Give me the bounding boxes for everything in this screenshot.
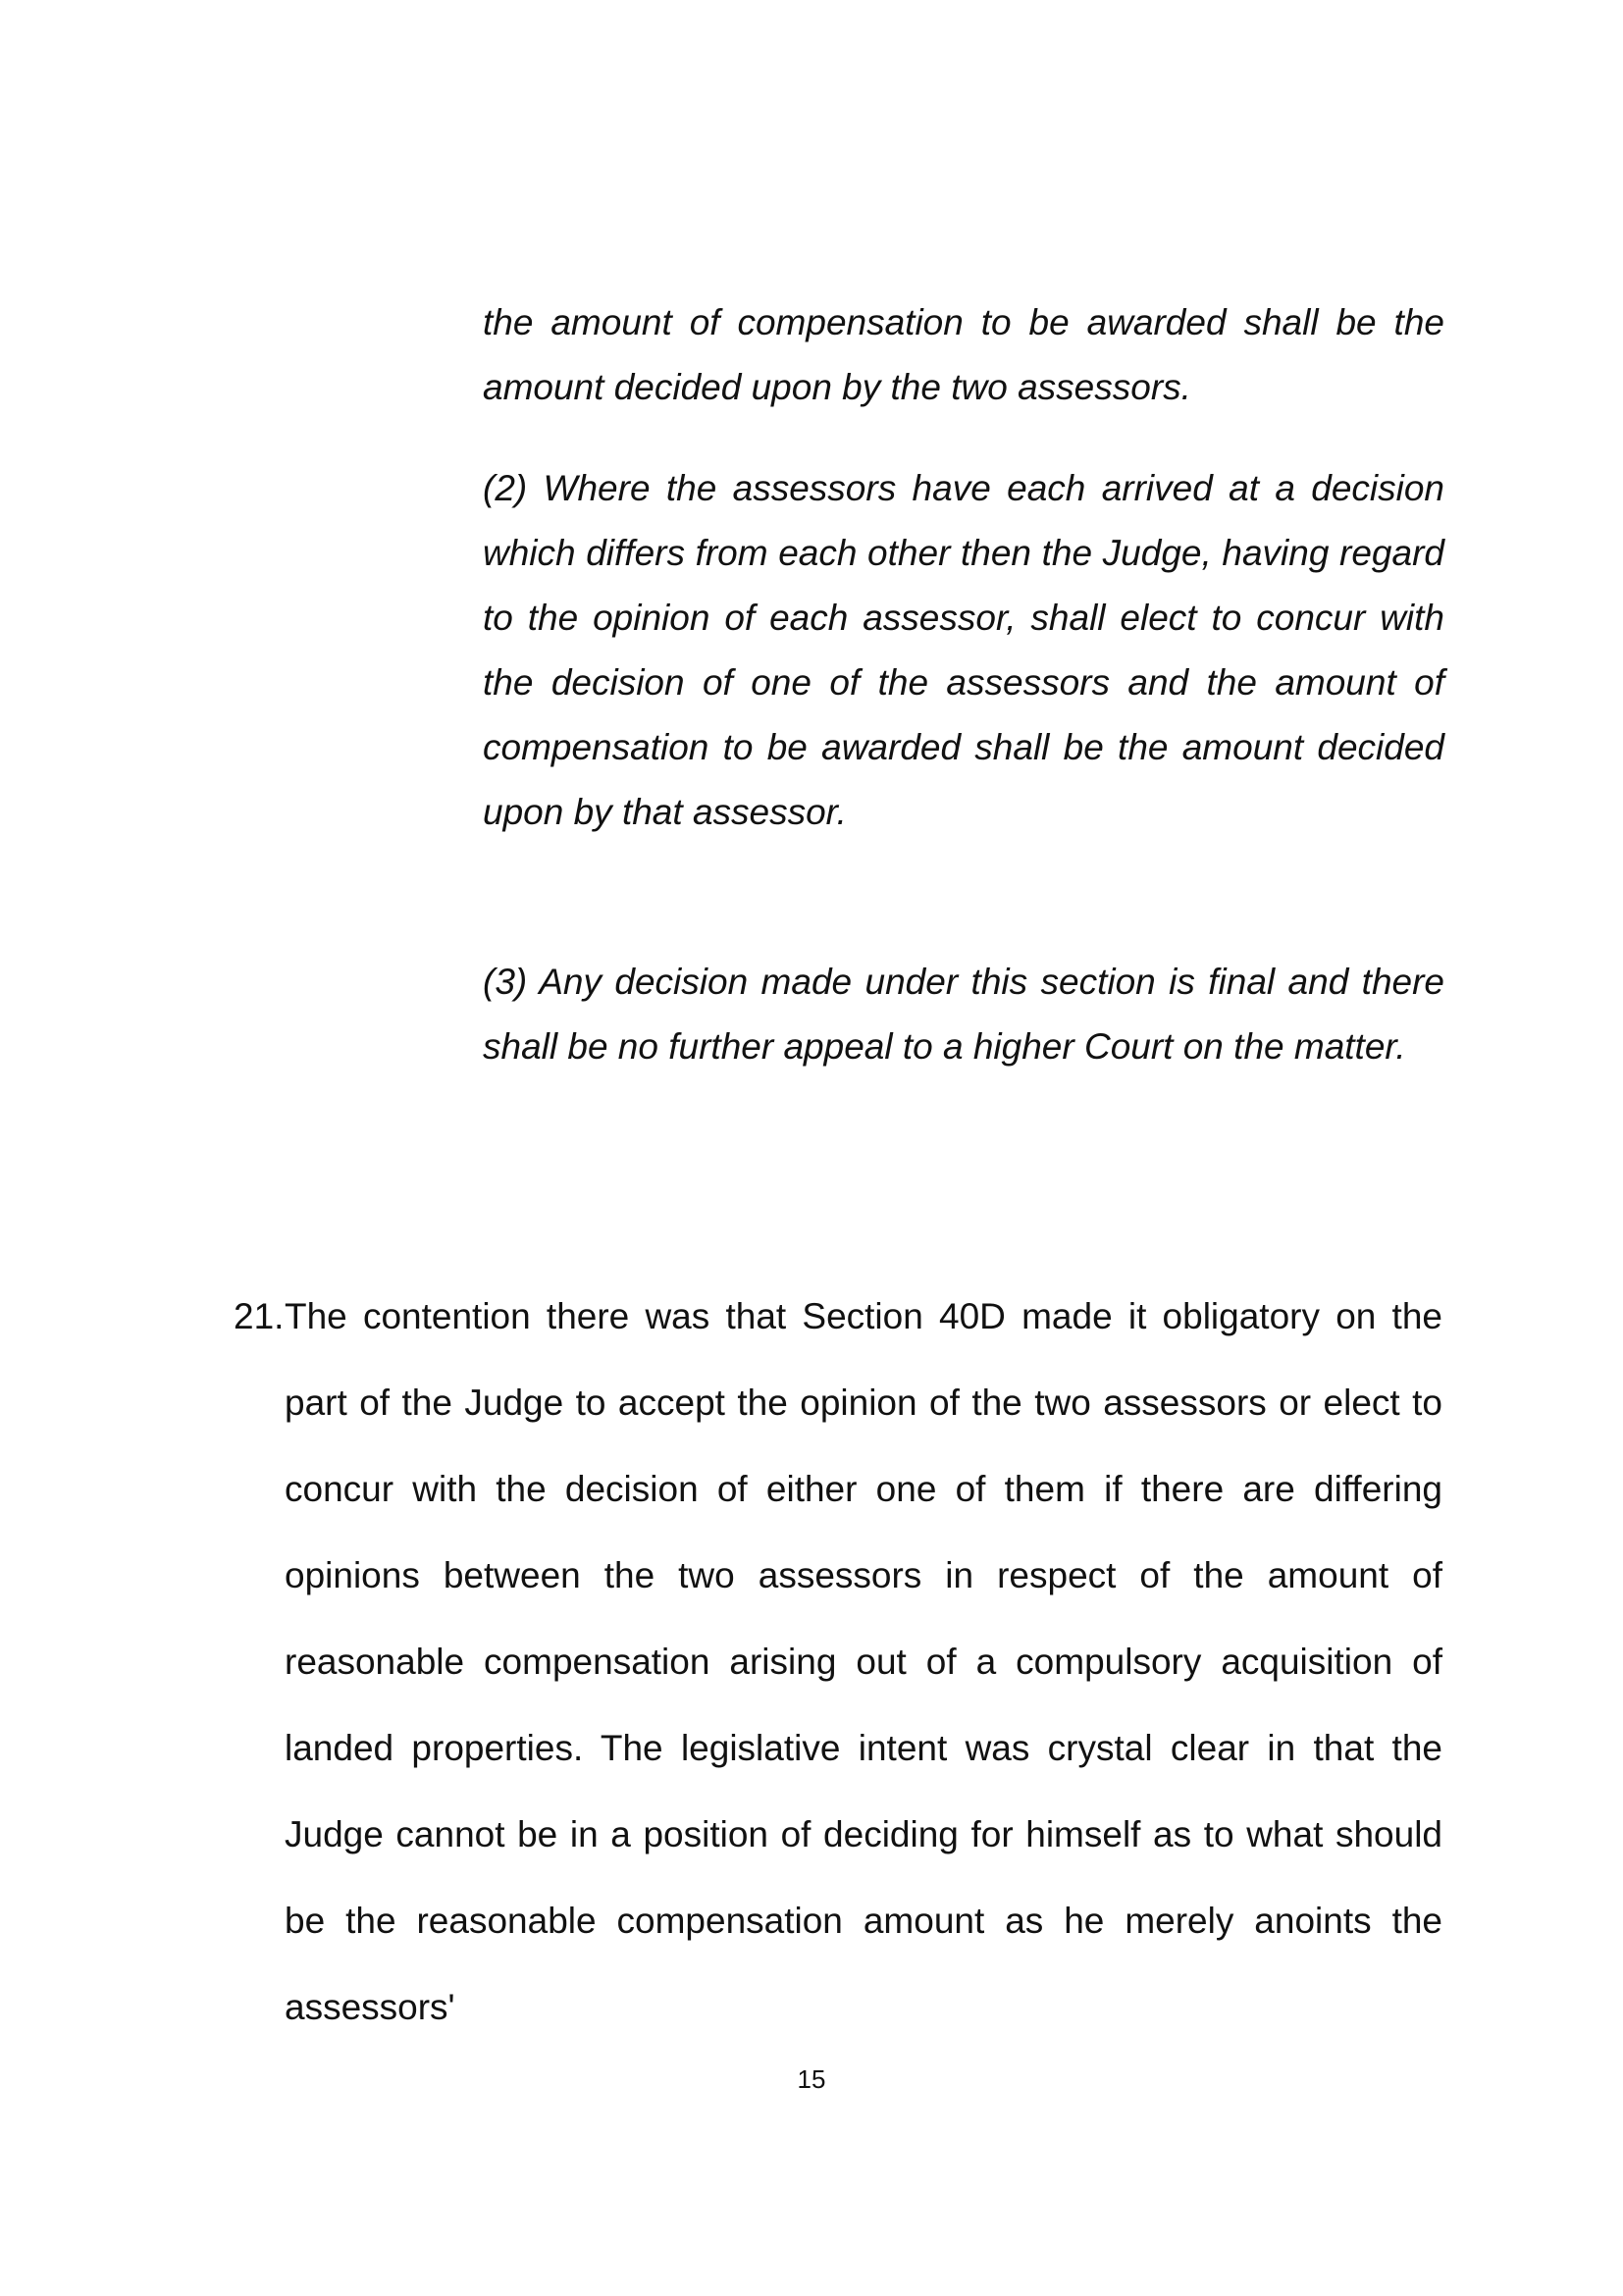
quoted-statute-continuation: the amount of compensation to be awarded shall be the amount decided upon by the two assessors.	[483, 302, 1444, 407]
page-number: 15	[797, 2064, 826, 2094]
quoted-statute-clause-2: (2) Where the assessors have each arrived at a decision which differs from each other then the Judge, having regard to the opinion of each assessor, shall elect to concur with the decision of one of the assessors and the amount of compensation to be awarded shall be the amount decided upon by that assessor.	[483, 468, 1444, 832]
quoted-statute-clause-3: (3) Any decision made under this section is final and there shall be no further appeal to a higher Court on the matter.	[483, 962, 1444, 1067]
paragraph-body: The contention there was that Section 40D made it obligatory on the part of the Judge to accept the opinion of the two assessors or elect to concur with the decision of either one of them if there are differing opinions between the two assessors in respect of the amount of reasonable compensation arising out of a compulsory acquisition of landed properties. The legislative intent was crystal clear in that the Judge cannot be in a position of deciding for himself as to what should be the reasonable compensation amount as he merely anoints the assessors'	[285, 1296, 1442, 2027]
paragraph-number: 21.	[234, 1296, 285, 1336]
